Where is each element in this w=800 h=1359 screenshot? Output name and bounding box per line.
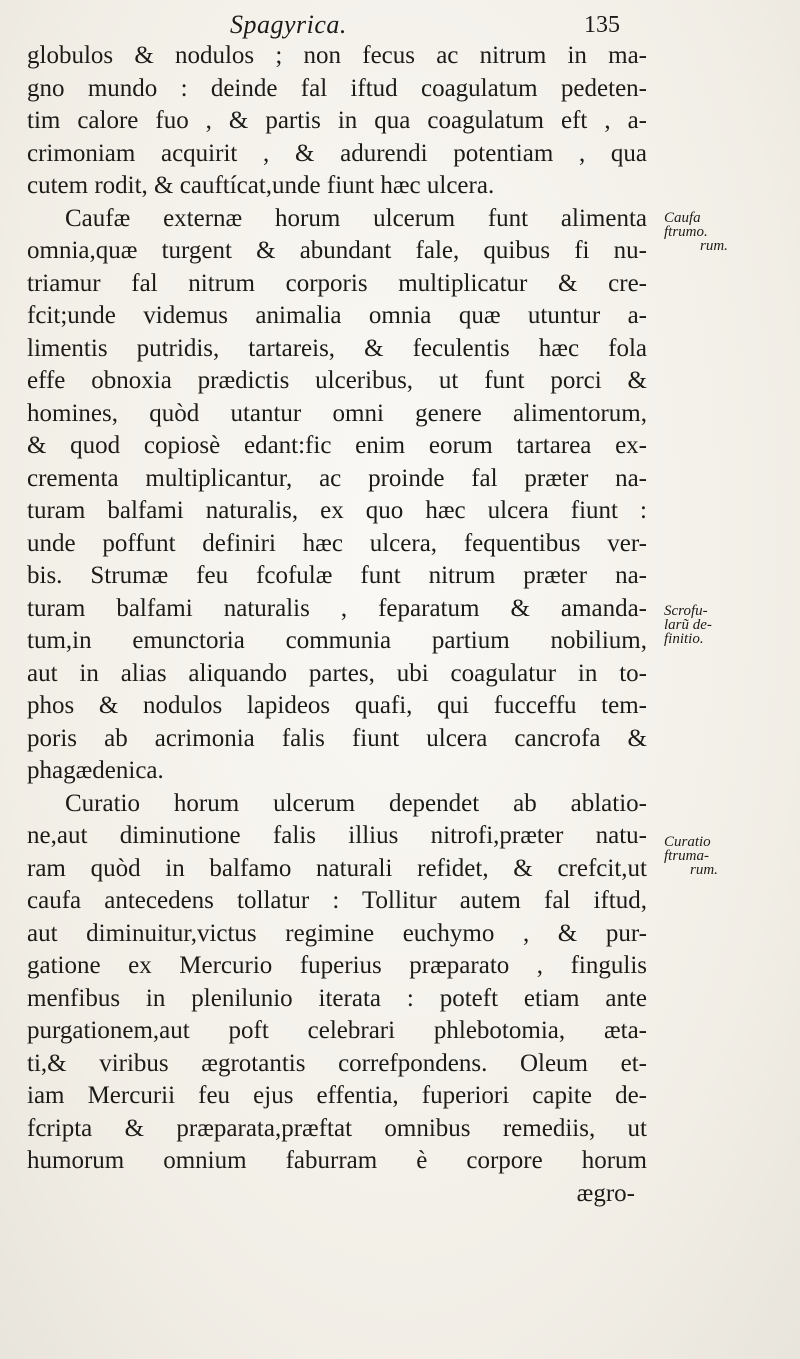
text-line: tim calore fuo , & partis in qua coagulatum eft , a- bbox=[27, 107, 647, 134]
text-line: phagædenica. bbox=[27, 757, 164, 784]
text-line: humorum omnium faburram è corpore horum bbox=[27, 1147, 647, 1174]
text-line: caufa antecedens tollatur : Tollitur autem fal iftud, bbox=[27, 887, 647, 914]
margin-note-line: Curatio bbox=[664, 834, 711, 850]
margin-note-line: ftruma- bbox=[664, 848, 709, 864]
text-line: globulos & nodulos ; non fecus ac nitrum in ma- bbox=[27, 42, 647, 69]
catchword: ægro- bbox=[576, 1179, 635, 1207]
text-line: aut in alias aliquando partes, ubi coagulatur in to- bbox=[27, 659, 647, 687]
text-line: poris ab acrimonia falis fiunt ulcera cancrofa & bbox=[27, 724, 647, 752]
text-line: gno mundo : deinde fal iftud coagulatum pedeten- bbox=[27, 74, 647, 102]
text-line: cutem rodit, & cauftícat,unde fiunt hæc ulcera. bbox=[27, 172, 495, 199]
page-number: 135 bbox=[584, 12, 620, 38]
text-line: gatione ex Mercurio fuperius præparato , fingulis bbox=[27, 952, 647, 979]
text-line: bis. Strumæ feu fcofulæ funt nitrum præter na- bbox=[27, 562, 647, 589]
margin-note-line: rum. bbox=[700, 238, 728, 254]
text-line: & quod copiosè edant:fic enim eorum tartarea ex- bbox=[27, 432, 647, 459]
text-line: Caufæ externæ horum ulcerum funt alimenta bbox=[65, 204, 647, 232]
running-title: Spagyrica. bbox=[230, 10, 347, 39]
margin-note-causa bbox=[664, 211, 784, 253]
margin-note-definitio bbox=[664, 604, 784, 646]
text-line: ti,& viribus ægrotantis correfpondens. Oleum et- bbox=[27, 1049, 647, 1077]
text-line: turam balfami naturalis, ex quo hæc ulcera fiunt : bbox=[27, 497, 647, 524]
text-line: menfibus in plenilunio iterata : poteft etiam ante bbox=[27, 984, 647, 1012]
margin-note-line: finitio. bbox=[664, 631, 704, 647]
text-line: turam balfami naturalis , feparatum & amanda- bbox=[27, 594, 647, 622]
margin-note-line: Caufa bbox=[664, 210, 701, 226]
text-line: ne,aut diminutione falis illius nitrofi,præter natu- bbox=[27, 822, 647, 849]
body-text bbox=[27, 40, 647, 1210]
text-line: fcit;unde videmus animalia omnia quæ utuntur a- bbox=[27, 302, 647, 329]
text-line: crementa multiplicantur, ac proinde fal præter na- bbox=[27, 464, 647, 492]
text-line: Curatio horum ulcerum dependet ab ablatio- bbox=[65, 789, 647, 817]
text-line: limentis putridis, tartareis, & feculentis hæc fola bbox=[27, 334, 647, 362]
text-line: purgationem,aut poft celebrari phlebotomia, æta- bbox=[27, 1017, 647, 1044]
text-line: aut diminuitur,victus regimine euchymo , & pur- bbox=[27, 919, 647, 947]
margin-note-line: larũ de- bbox=[664, 617, 712, 633]
text-line: phos & nodulos lapideos quafi, qui fucceffu tem- bbox=[27, 692, 647, 719]
text-line: omnia,quæ turgent & abundant fale, quibus fi nu- bbox=[27, 237, 647, 264]
margin-note-curatio bbox=[664, 835, 784, 877]
text-line: fcripta & præparata,præftat omnibus remediis, ut bbox=[27, 1114, 647, 1142]
text-line: homines, quòd utantur omni genere alimentorum, bbox=[27, 399, 647, 427]
text-line: effe obnoxia prædictis ulceribus, ut funt porci & bbox=[27, 367, 647, 394]
text-line: iam Mercurii feu ejus effentia, fuperiori capite de- bbox=[27, 1082, 647, 1109]
text-line: tum,in emunctoria communia partium nobilium, bbox=[27, 627, 647, 654]
text-line: triamur fal nitrum corporis multiplicatur & cre- bbox=[27, 269, 647, 297]
text-line: crimoniam acquirit , & adurendi potentiam , qua bbox=[27, 139, 647, 167]
text-line: unde poffunt definiri hæc ulcera, fequentibus ver- bbox=[27, 529, 647, 557]
margin-note-line: ftrumo. bbox=[664, 224, 708, 240]
margin-note-line: rum. bbox=[690, 862, 718, 878]
margin-note-line: Scrofu- bbox=[664, 603, 708, 619]
text-line: ram quòd in balfamo naturali refidet, & crefcit,ut bbox=[27, 854, 647, 882]
